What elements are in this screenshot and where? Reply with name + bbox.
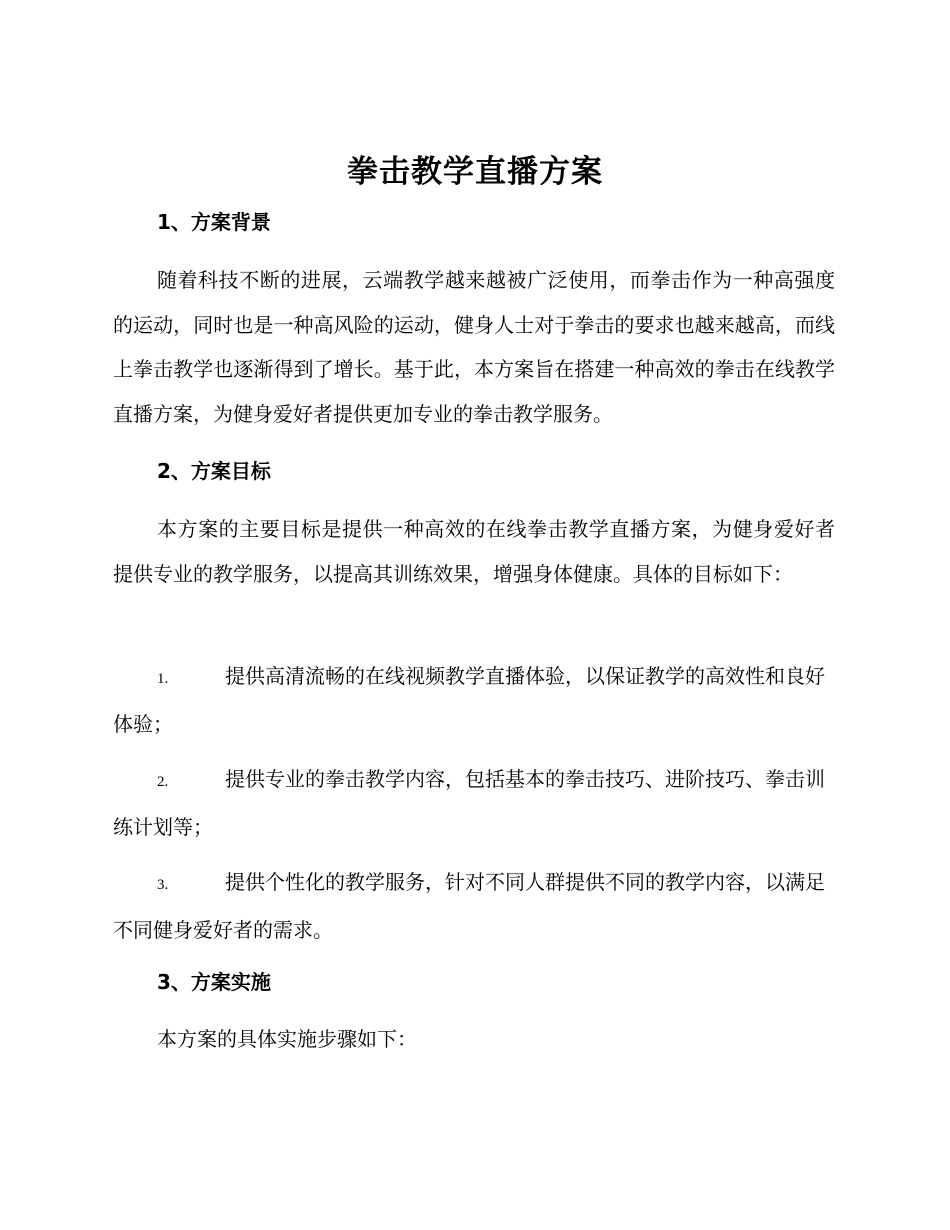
list-item-text: 提供个性化的教学服务，针对不同人群提供不同的教学内容，以满足不同健身爱好者的需求。 bbox=[113, 870, 825, 942]
list-number: 1. bbox=[157, 671, 169, 687]
list-number: 2. bbox=[157, 774, 169, 790]
list-item-goal-3 bbox=[113, 860, 835, 952]
list-number: 3. bbox=[157, 877, 169, 893]
section-heading-goals: 2、方案目标 bbox=[157, 459, 271, 483]
document-title: 拳击教学直播方案 bbox=[347, 154, 603, 190]
list-item-goal-2 bbox=[113, 757, 835, 849]
paragraph-background: 随着科技不断的进展，云端教学越来越被广泛使用，而拳击作为一种高强度的运动，同时也是一种高风险的运动，健身人士对于拳击的要求也越来越高，而线上拳击教学也逐渐得到了增长。基于此，本方案旨在搭建一种高效的拳击在线教学直播方案，为健身爱好者提供更加专业的拳击教学服务。 bbox=[113, 268, 835, 426]
section-heading-implementation: 3、方案实施 bbox=[157, 970, 271, 994]
list-item-goal-1 bbox=[113, 654, 835, 746]
paragraph-implementation: 本方案的具体实施步骤如下： bbox=[157, 1027, 417, 1051]
list-item-text: 提供高清流畅的在线视频教学直播体验，以保证教学的高效性和良好体验； bbox=[113, 664, 825, 736]
section-heading-background: 1、方案背景 bbox=[157, 210, 271, 234]
paragraph-goals: 本方案的主要目标是提供一种高效的在线拳击教学直播方案，为健身爱好者提供专业的教学服务，以提高其训练效果，增强身体健康。具体的目标如下： bbox=[113, 517, 835, 586]
list-item-text: 提供专业的拳击教学内容，包括基本的拳击技巧、进阶技巧、拳击训练计划等； bbox=[113, 767, 825, 839]
